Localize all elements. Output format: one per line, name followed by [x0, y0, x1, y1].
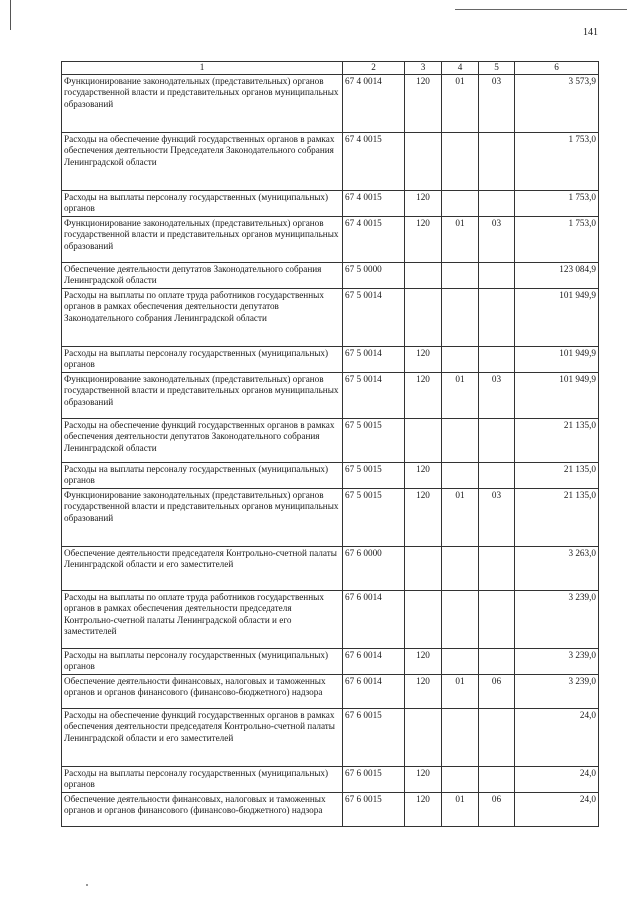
cell-pr [479, 346, 515, 372]
cell-vr [405, 418, 442, 462]
cell-rz: 01 [442, 372, 479, 418]
cell-sum: 24,0 [515, 792, 599, 826]
cell-vr: 120 [405, 190, 442, 216]
table-row [62, 418, 599, 462]
cell-name: Обеспечение деятельности депутатов Законодательного собрания Ленинградской области [62, 262, 343, 288]
cell-sum: 21 135,0 [515, 488, 599, 546]
cell-sum: 3 239,0 [515, 648, 599, 674]
cell-name: Расходы на выплаты по оплате труда работников государственных органов в рамках обеспечения деятельности депутатов Законодательного собрания Ленинградской области [62, 288, 343, 346]
table-row [62, 708, 599, 766]
cell-name: Расходы на выплаты по оплате труда работников государственных органов в рамках обеспечения деятельности председателя Контрольно-счетной палаты Ленинградской области и его заместителей [62, 590, 343, 648]
table-row [62, 462, 599, 488]
cell-pr [479, 288, 515, 346]
cell-pr: 06 [479, 792, 515, 826]
cell-pr: 03 [479, 488, 515, 546]
cell-code: 67 4 0015 [343, 216, 405, 262]
cell-vr: 120 [405, 462, 442, 488]
cell-rz: 01 [442, 488, 479, 546]
cell-code: 67 5 0015 [343, 462, 405, 488]
cell-pr [479, 190, 515, 216]
cell-name: Расходы на выплаты персоналу государственных (муниципальных) органов [62, 190, 343, 216]
cell-code: 67 6 0014 [343, 648, 405, 674]
cell-name: Функционирование законодательных (представительных) органов государственной власти и представительных органов муниципальных образований [62, 74, 343, 132]
cell-sum: 101 949,9 [515, 346, 599, 372]
cell-code: 67 6 0014 [343, 590, 405, 648]
cell-sum: 1 753,0 [515, 216, 599, 262]
cell-vr: 120 [405, 346, 442, 372]
cell-sum: 1 753,0 [515, 190, 599, 216]
cell-name: Расходы на обеспечение функций государственных органов в рамках обеспечения деятельности Председателя Законодательного собрания Ленинградской области [62, 132, 343, 190]
table-header-row [62, 62, 599, 75]
cell-sum: 21 135,0 [515, 462, 599, 488]
cell-vr [405, 590, 442, 648]
cell-pr [479, 418, 515, 462]
table-row [62, 132, 599, 190]
header-cell: 6 [515, 62, 599, 75]
cell-vr [405, 262, 442, 288]
cell-vr [405, 546, 442, 590]
cell-rz: 01 [442, 674, 479, 708]
cell-vr [405, 132, 442, 190]
cell-name: Расходы на обеспечение функций государственных органов в рамках обеспечения деятельности председателя Контрольно-счетной палаты Ленинградской области и его заместителей [62, 708, 343, 766]
scan-speck [86, 884, 88, 886]
header-cell: 4 [442, 62, 479, 75]
top-right-rule [455, 9, 627, 10]
header-cell: 5 [479, 62, 515, 75]
cell-rz [442, 546, 479, 590]
cell-code: 67 4 0015 [343, 190, 405, 216]
cell-vr: 120 [405, 674, 442, 708]
header-cell: 3 [405, 62, 442, 75]
budget-table [61, 61, 599, 827]
table-row [62, 674, 599, 708]
cell-vr: 120 [405, 648, 442, 674]
cell-code: 67 5 0015 [343, 418, 405, 462]
cell-rz [442, 262, 479, 288]
cell-vr [405, 708, 442, 766]
cell-name: Обеспечение деятельности финансовых, налоговых и таможенных органов и органов финансового (финансово-бюджетного) надзора [62, 792, 343, 826]
cell-sum: 24,0 [515, 766, 599, 792]
header-cell: 1 [62, 62, 343, 75]
cell-rz [442, 590, 479, 648]
cell-rz [442, 190, 479, 216]
cell-code: 67 6 0015 [343, 766, 405, 792]
cell-rz: 01 [442, 74, 479, 132]
cell-name: Обеспечение деятельности финансовых, налоговых и таможенных органов и органов финансового (финансово-бюджетного) надзора [62, 674, 343, 708]
cell-sum: 123 084,9 [515, 262, 599, 288]
cell-code: 67 6 0014 [343, 674, 405, 708]
cell-code: 67 5 0014 [343, 346, 405, 372]
table-row [62, 792, 599, 826]
cell-code: 67 5 0015 [343, 488, 405, 546]
cell-name: Функционирование законодательных (представительных) органов государственной власти и представительных органов муниципальных образований [62, 216, 343, 262]
cell-code: 67 5 0000 [343, 262, 405, 288]
cell-rz: 01 [442, 216, 479, 262]
cell-vr [405, 288, 442, 346]
cell-name: Расходы на обеспечение функций государственных органов в рамках обеспечения деятельности депутатов Законодательного собрания Ленинградской области [62, 418, 343, 462]
table-row [62, 546, 599, 590]
cell-vr: 120 [405, 216, 442, 262]
cell-name: Расходы на выплаты персоналу государственных (муниципальных) органов [62, 648, 343, 674]
cell-name: Расходы на выплаты персоналу государственных (муниципальных) органов [62, 346, 343, 372]
cell-code: 67 4 0014 [343, 74, 405, 132]
cell-sum: 3 239,0 [515, 674, 599, 708]
cell-sum: 3 263,0 [515, 546, 599, 590]
cell-rz [442, 648, 479, 674]
cell-pr [479, 262, 515, 288]
cell-vr: 120 [405, 766, 442, 792]
cell-rz [442, 462, 479, 488]
cell-name: Расходы на выплаты персоналу государственных (муниципальных) органов [62, 766, 343, 792]
cell-pr: 03 [479, 74, 515, 132]
cell-pr [479, 766, 515, 792]
cell-name: Обеспечение деятельности председателя Контрольно-счетной палаты Ленинградской области и его заместителей [62, 546, 343, 590]
cell-pr: 06 [479, 674, 515, 708]
cell-rz [442, 288, 479, 346]
cell-code: 67 4 0015 [343, 132, 405, 190]
cell-sum: 3 239,0 [515, 590, 599, 648]
cell-pr [479, 462, 515, 488]
cell-rz [442, 346, 479, 372]
cell-rz: 01 [442, 792, 479, 826]
cell-rz [442, 766, 479, 792]
cell-vr: 120 [405, 372, 442, 418]
table-row [62, 190, 599, 216]
cell-sum: 101 949,9 [515, 288, 599, 346]
table-row [62, 288, 599, 346]
cell-sum: 21 135,0 [515, 418, 599, 462]
cell-name: Функционирование законодательных (представительных) органов государственной власти и представительных органов муниципальных образований [62, 488, 343, 546]
top-left-rule [10, 0, 11, 30]
cell-pr [479, 590, 515, 648]
cell-rz [442, 708, 479, 766]
table-row [62, 648, 599, 674]
cell-pr: 03 [479, 372, 515, 418]
cell-sum: 3 573,9 [515, 74, 599, 132]
cell-code: 67 6 0000 [343, 546, 405, 590]
cell-sum: 24,0 [515, 708, 599, 766]
cell-name: Функционирование законодательных (представительных) органов государственной власти и представительных органов муниципальных образований [62, 372, 343, 418]
table-row [62, 488, 599, 546]
table-row [62, 216, 599, 262]
cell-pr [479, 708, 515, 766]
cell-pr [479, 546, 515, 590]
cell-pr: 03 [479, 216, 515, 262]
cell-rz [442, 418, 479, 462]
cell-pr [479, 132, 515, 190]
cell-sum: 101 949,9 [515, 372, 599, 418]
cell-rz [442, 132, 479, 190]
table-row [62, 74, 599, 132]
table-row [62, 262, 599, 288]
cell-code: 67 5 0014 [343, 288, 405, 346]
table-row [62, 766, 599, 792]
cell-code: 67 5 0014 [343, 372, 405, 418]
cell-code: 67 6 0015 [343, 708, 405, 766]
page-number: 141 [583, 27, 598, 38]
header-cell: 2 [343, 62, 405, 75]
table-row [62, 590, 599, 648]
cell-vr: 120 [405, 792, 442, 826]
cell-vr: 120 [405, 74, 442, 132]
table-row [62, 346, 599, 372]
table-row [62, 372, 599, 418]
cell-pr [479, 648, 515, 674]
cell-name: Расходы на выплаты персоналу государственных (муниципальных) органов [62, 462, 343, 488]
cell-vr: 120 [405, 488, 442, 546]
cell-code: 67 6 0015 [343, 792, 405, 826]
cell-sum: 1 753,0 [515, 132, 599, 190]
